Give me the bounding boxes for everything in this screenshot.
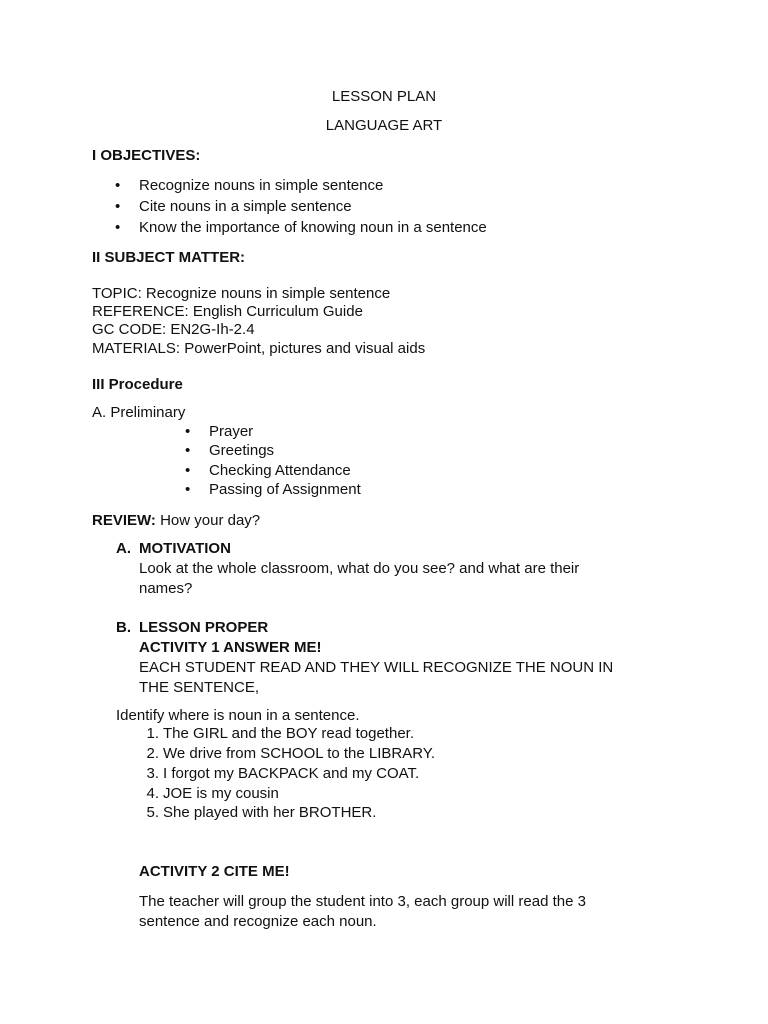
preliminary-label: A. Preliminary [92,404,186,421]
list-item-number: 3. [146,765,159,782]
lesson-proper-heading: LESSON PROPER [139,619,269,636]
motivation-heading: MOTIVATION [139,540,231,557]
activity1-instruction: Identify where is noun in a sentence. [116,707,360,724]
subject-matter-heading: II SUBJECT MATTER: [92,249,246,266]
review-label: REVIEW: [92,512,156,529]
subject-materials: MATERIALS: PowerPoint, pictures and visual aids [92,340,426,357]
objective-item: • Recognize nouns in simple sentence [139,176,383,195]
list-item [146,724,414,743]
objectives-heading: I OBJECTIVES: [92,147,201,164]
subject-gc-code: GC CODE: EN2G-Ih-2.4 [92,321,255,338]
preliminary-item: • Prayer [209,422,253,441]
activity1-text-line: EACH STUDENT READ AND THEY WILL RECOGNIZE THE NOUN IN [139,659,614,676]
document-title: LESSON PLAN [331,88,437,105]
motivation-marker: A. [116,540,131,557]
preliminary-item: • Greetings [209,441,274,460]
activity2-title: ACTIVITY 2 CITE ME! [139,863,290,880]
list-item-text: The GIRL and the BOY read together. [163,725,414,742]
preliminary-item: • Passing of Assignment [209,480,361,499]
objective-item: • Know the importance of knowing noun in a sentence [139,218,487,237]
list-item-text: We drive from SCHOOL to the LIBRARY. [163,745,436,762]
activity2-text-line: The teacher will group the student into 3, each group will read the 3 [139,893,586,910]
list-item-number: 1. [146,725,159,742]
list-item-text: She played with her BROTHER. [163,804,377,821]
list-item [146,803,377,822]
motivation-text-line: names? [139,580,193,597]
list-item-text: JOE is my cousin [163,785,279,802]
list-item [146,764,420,783]
list-item [146,744,436,763]
activity1-text-line: THE SENTENCE, [139,679,260,696]
activity2-text-line: sentence and recognize each noun. [139,913,377,930]
list-item-number: 2. [146,745,159,762]
lesson-proper-marker: B. [116,619,131,636]
preliminary-item: • Checking Attendance [209,461,351,480]
motivation-text-line: Look at the whole classroom, what do you see? and what are their [139,560,580,577]
review-line [92,511,260,530]
list-item-number: 5. [146,804,159,821]
list-item-text: I forgot my BACKPACK and my COAT. [163,765,420,782]
activity1-title: ACTIVITY 1 ANSWER ME! [139,639,322,656]
objective-item: • Cite nouns in a simple sentence [139,197,352,216]
subject-topic: TOPIC: Recognize nouns in simple sentence [92,285,391,302]
list-item-number: 4. [146,785,159,802]
review-text: How your day? [160,512,261,529]
list-item [146,784,279,803]
procedure-heading: III Procedure [92,376,183,393]
subject-reference: REFERENCE: English Curriculum Guide [92,303,363,320]
document-subtitle: LANGUAGE ART [325,117,443,134]
